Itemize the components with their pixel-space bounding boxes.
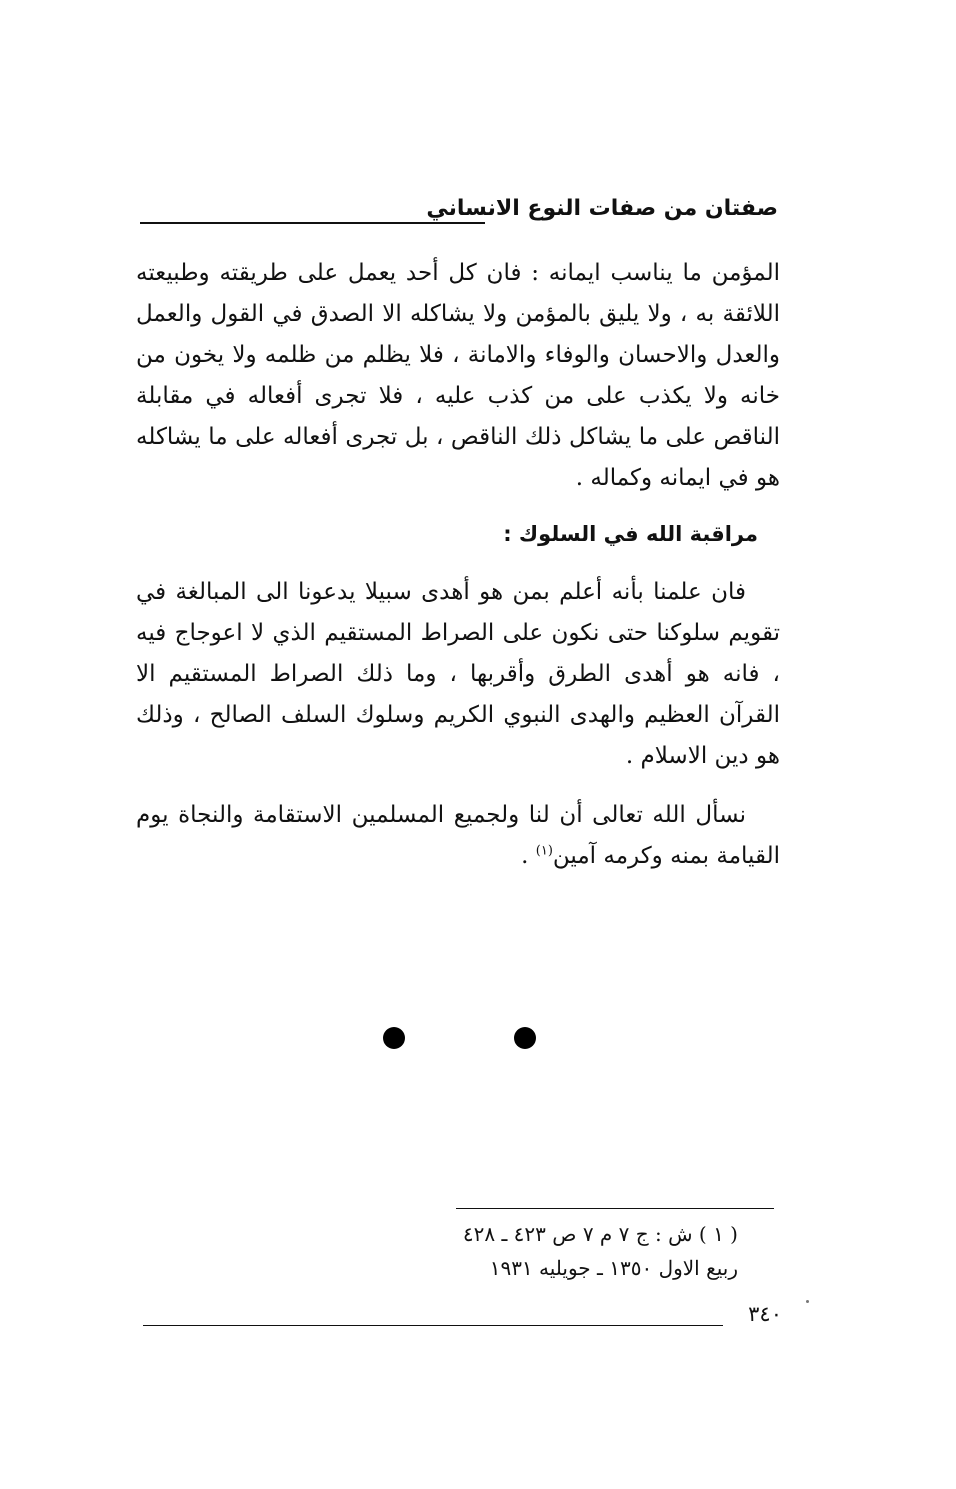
paragraph-3-text: نسأل الله تعالى أن لنا ولجميع المسلمين الاستقامة والنجاة يوم القيامة بمنه وكرمه آمين: [136, 802, 780, 869]
footnote-rule: [456, 1208, 774, 1209]
header-rule: [140, 222, 485, 224]
section-heading-text: مراقبة الله في السلوك :: [503, 522, 758, 546]
paragraph-3-end: .: [521, 843, 536, 869]
running-header-title: صفتان من صفات النوع الانساني: [426, 196, 778, 221]
paragraph-1: المؤمن ما يناسب ايمانه : فان كل أحد يعمل على طريقته وطبيعته اللائقة به ، ولا يليق بالمؤمن ولا يشاكله الا الصدق في القول والعمل والعدل والاحسان والوفاء والامانة ، فلا يظلم من ظلمه ولا يخون من خانه ولا يكذب على من كذب عليه ، فلا تجرى أفعاله في مقابلة الناقص على ما يشاكل ذلك الناقص ، بل تجرى أفعاله على ما يشاكله هو في ايمانه وكماله .: [136, 260, 780, 491]
paragraph-3: [136, 795, 780, 877]
paragraph-2: فان علمنا بأنه أعلم بمن هو أهدى سبيلا يدعونا الى المبالغة في تقويم سلوكنا حتى نكون على الصراط المستقيم الذي لا اعوجاج فيه ، فانه هو أهدى الطرق وأقربها ، وما ذلك الصراط المستقيم الا القرآن العظيم والهدى النبوي الكريم وسلوك السلف الصالح ، وذلك هو دين الاسلام .: [136, 579, 780, 769]
section-heading: [136, 522, 780, 546]
footnote-reference: (١): [535, 843, 553, 859]
ornament-dot: [383, 1027, 405, 1049]
footnote-line-2: ربيع الاول ١٣٥٠ ـ جويليه ١٩٣١: [489, 1256, 738, 1280]
ornament-dot: [514, 1027, 536, 1049]
page-number: ٣٤٠: [748, 1302, 782, 1326]
scan-speck: [806, 1300, 809, 1303]
footer-rule: [143, 1325, 723, 1326]
running-header: [140, 196, 778, 232]
footnote-line-1: ( ١ ) ش : ج ٧ م ٧ ص ٤٢٣ ـ ٤٢٨: [462, 1222, 738, 1246]
